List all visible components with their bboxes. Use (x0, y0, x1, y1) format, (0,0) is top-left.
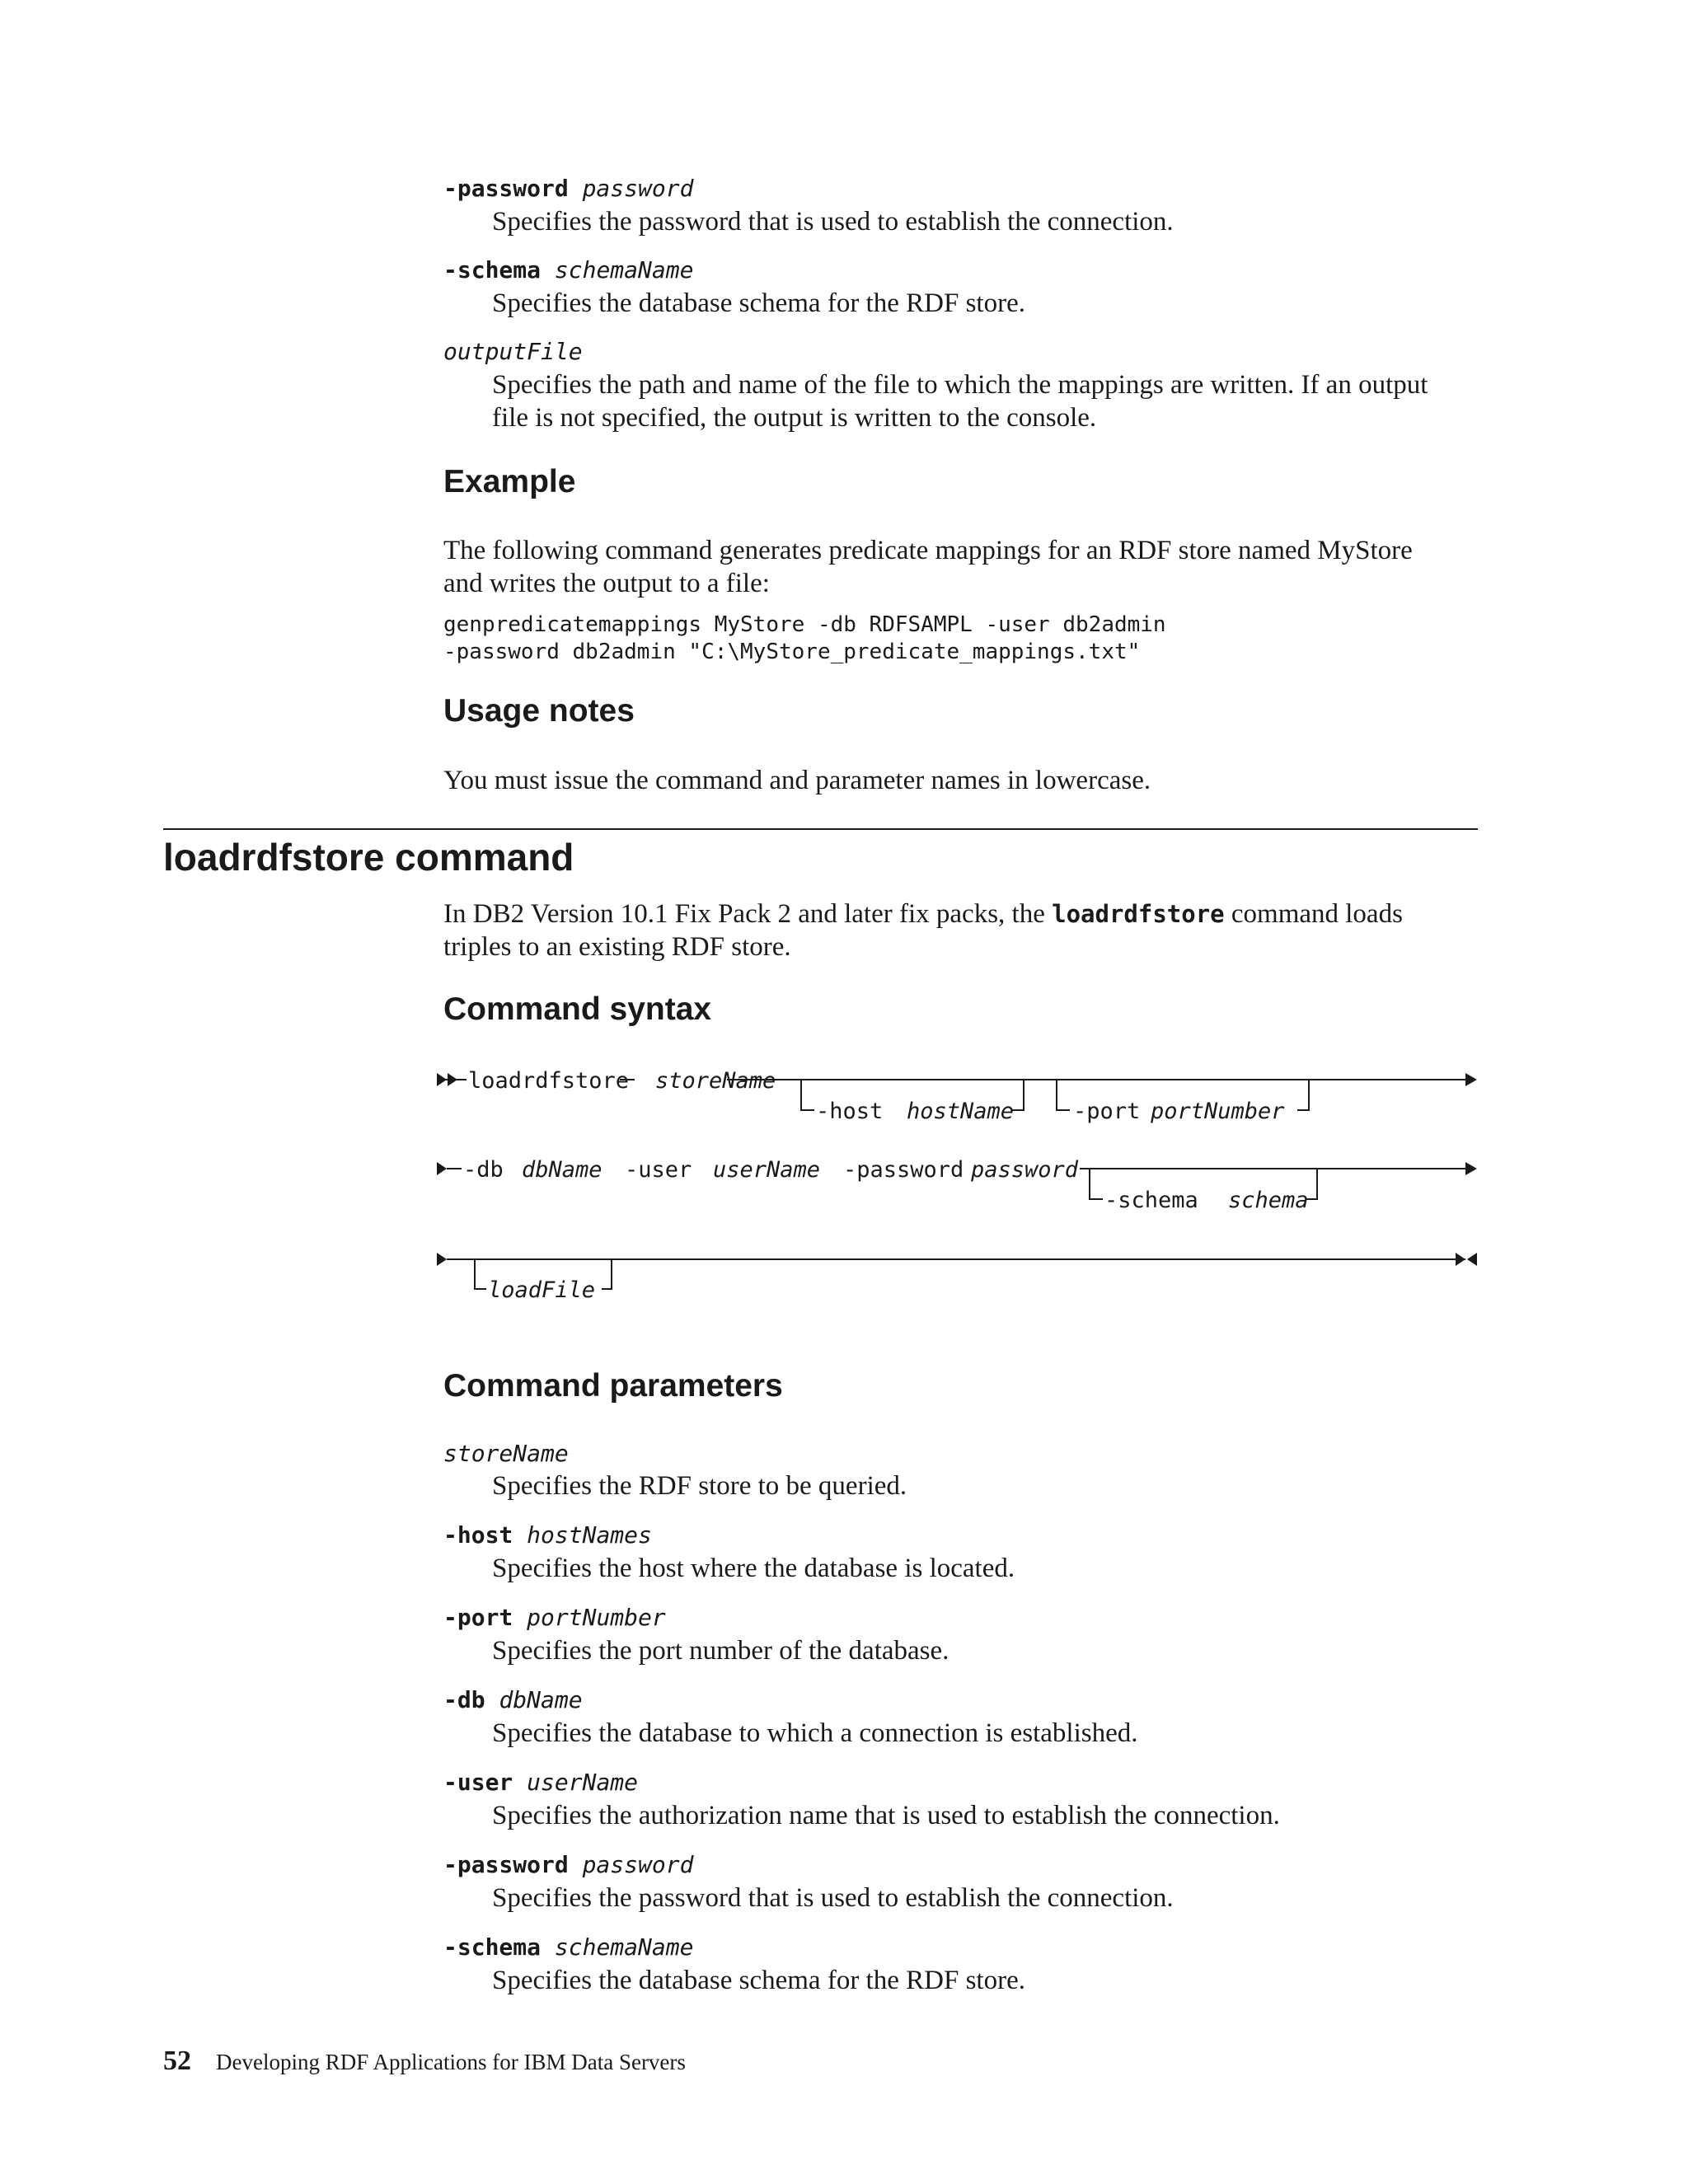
param-term-password (443, 1851, 693, 1879)
param-flag: -db (443, 1686, 485, 1713)
param-flag: -schema (443, 256, 542, 284)
param-desc: Specifies the database to which a connection is established. (492, 1718, 1138, 1748)
param-term-host (443, 1521, 652, 1549)
param-desc: Specifies the host where the database is located. (492, 1554, 1015, 1583)
param-arg: storeName (443, 1440, 569, 1467)
param-arg: portNumber (527, 1604, 666, 1631)
syntax-password-arg: password (971, 1157, 1079, 1183)
param-desc: Specifies the port number of the database. (492, 1636, 950, 1666)
param-flag: -password (443, 175, 569, 202)
example-heading: Example (443, 464, 576, 499)
param-desc: Specifies the path and name of the file to which the mappings are written. If an output file is not specified, the output is written to the console. (492, 370, 1428, 433)
usage-heading: Usage notes (443, 693, 635, 729)
syntax-dbname: dbName (522, 1157, 603, 1183)
example-code-line-1: genpredicatemappings MyStore -db RDFSAMPL -user db2admin (443, 612, 1166, 637)
param-desc: Specifies the RDF store to be queried. (492, 1471, 907, 1501)
param-flag: -host (443, 1521, 513, 1549)
syntax-db: -db (463, 1157, 504, 1183)
syntax-password: -password (843, 1157, 964, 1183)
example-code-line-2: -password db2admin "C:\MyStore_predicate_mappings.txt" (443, 640, 1141, 664)
param-term-port (443, 1604, 666, 1632)
intro-command-name: loadrdfstore (1052, 900, 1225, 928)
param-term-schema (443, 1933, 693, 1961)
param-flag: -password (443, 1851, 569, 1878)
param-term-password-top (443, 175, 693, 203)
param-desc: Specifies the password that is used to establish the connection. (492, 207, 1174, 237)
param-term-user (443, 1769, 638, 1797)
syntax-portnumber: portNumber (1151, 1099, 1285, 1124)
param-arg: password (582, 175, 694, 202)
syntax-cmd: loadrdfstore (468, 1068, 630, 1094)
example-text: The following command generates predicate mappings for an RDF store named MyStore and writes the output to a file: (443, 536, 1413, 598)
param-desc: Specifies the authorization name that is used to establish the connection. (492, 1801, 1280, 1830)
section-title: loadrdfstore command (163, 836, 574, 879)
intro-text-before: In DB2 Version 10.1 Fix Pack 2 and later fix packs, the (443, 899, 1053, 929)
param-term-storename (443, 1440, 569, 1468)
syntax-schema: -schema (1104, 1188, 1198, 1213)
param-arg: hostNames (527, 1521, 652, 1549)
param-arg: schemaName (554, 1933, 694, 1961)
params-heading: Command parameters (443, 1368, 783, 1404)
param-arg: userName (527, 1769, 639, 1796)
param-arg: outputFile (443, 338, 583, 365)
param-arg: dbName (499, 1686, 583, 1713)
intro-text-after: command loads triples to an existing RDF store. (443, 899, 1403, 962)
param-desc: Specifies the password that is used to establish the connection. (492, 1883, 1174, 1913)
section-intro (443, 898, 1449, 963)
page-footer (163, 2046, 686, 2077)
syntax-hostname: hostName (907, 1099, 1015, 1124)
param-desc: Specifies the database schema for the RDF store. (492, 288, 1025, 318)
param-desc: Specifies the database schema for the RDF store. (492, 1966, 1025, 1995)
syntax-port: -port (1073, 1099, 1141, 1124)
usage-text: You must issue the command and parameter names in lowercase. (443, 766, 1151, 795)
param-flag: -user (443, 1769, 513, 1796)
syntax-heading: Command syntax (443, 991, 712, 1027)
syntax-user: -user (625, 1157, 692, 1183)
section-divider (163, 828, 1478, 830)
syntax-schema-arg: schema (1228, 1188, 1309, 1213)
param-term-db (443, 1686, 583, 1714)
book-title: Developing RDF Applications for IBM Data Servers (216, 2050, 686, 2074)
param-flag: -port (443, 1604, 513, 1631)
param-flag: -schema (443, 1933, 542, 1961)
param-arg: password (582, 1851, 694, 1878)
syntax-loadfile: loadFile (488, 1277, 596, 1303)
syntax-host: -host (816, 1099, 884, 1124)
syntax-diagram (437, 1059, 1484, 1335)
syntax-username: userName (713, 1157, 821, 1183)
param-term-outputfile (443, 338, 583, 366)
param-arg: schemaName (554, 256, 694, 284)
syntax-storename: storeName (655, 1068, 776, 1094)
param-term-schema-top (443, 256, 693, 284)
page-number: 52 (163, 2046, 191, 2076)
